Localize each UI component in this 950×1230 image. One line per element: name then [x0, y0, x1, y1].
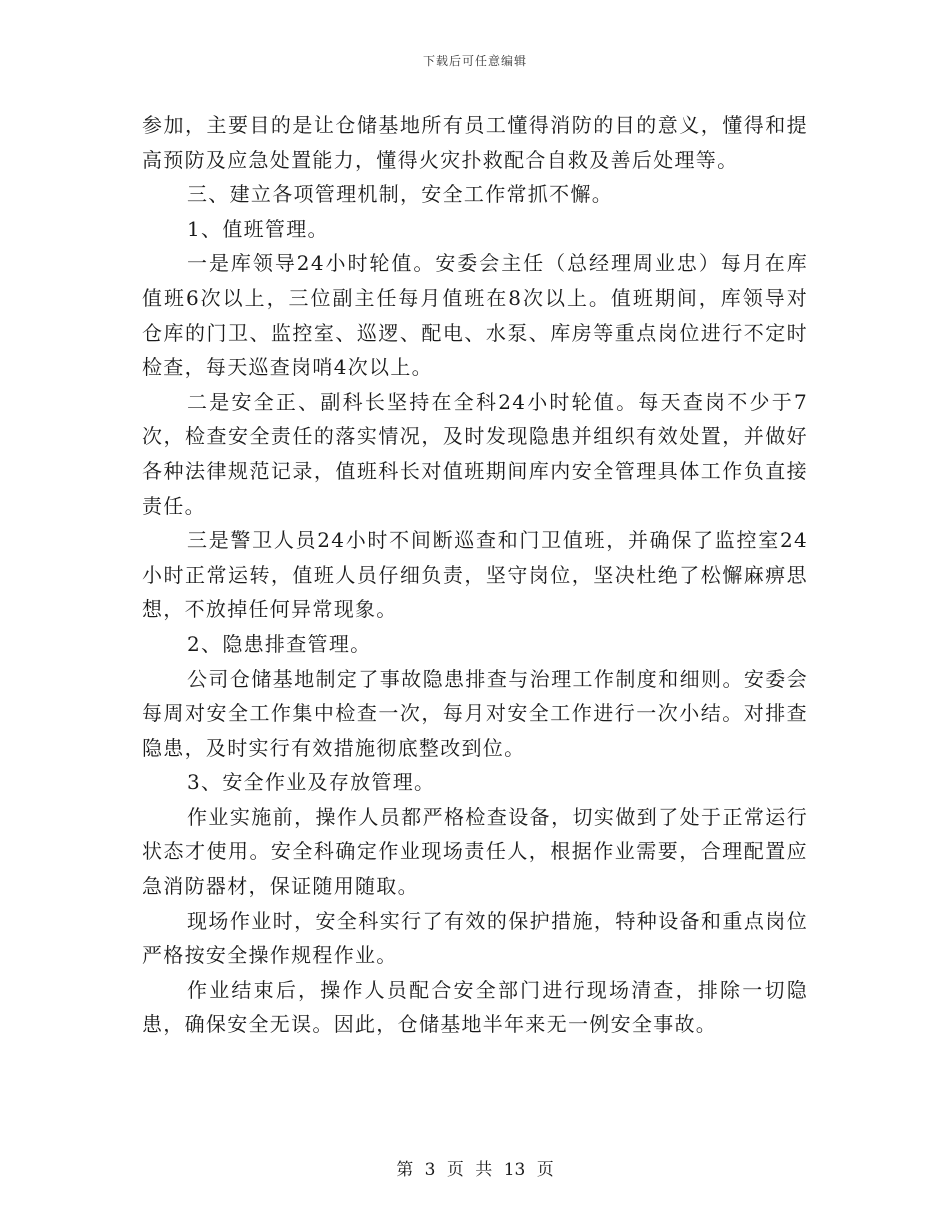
- subsection-heading: 2、隐患排查管理。: [187, 631, 372, 656]
- page-number: 第 3 页 共 13 页: [396, 1160, 554, 1180]
- paragraph: 参加，主要目的是让仓储基地所有员工懂得消防的目的意义，懂得和提高预防及应急处置能力，懂得火灾扑救配合自救及善后处理等。: [142, 113, 808, 172]
- subsection-heading: 3、安全作业及存放管理。: [187, 770, 436, 795]
- document-body: [142, 108, 808, 1042]
- paragraph: 作业结束后，操作人员配合安全部门进行现场清查，排除一切隐患，确保安全无误。因此，仓储基地半年来无一例安全事故。: [142, 977, 808, 1037]
- paragraph: 二是安全正、副科长坚持在全科24小时轮值。每天查岗不少于7次，检查安全责任的落实情况，及时发现隐患并组织有效处置，并做好各种法律规范记录，值班科长对值班期间库内安全管理具体工作负直接责任。: [142, 389, 808, 518]
- header-note: 下载后可任意编辑: [422, 54, 527, 68]
- paragraph: 作业实施前，操作人员都严格检查设备，切实做到了处于正常运行状态才使用。安全科确定作业现场责任人，根据作业需要，合理配置应急消防器材，保证随用随取。: [142, 804, 808, 899]
- paragraph: 现场作业时，安全科实行了有效的保护措施，特种设备和重点岗位严格按安全操作规程作业。: [142, 908, 808, 968]
- subsection-heading: 1、值班管理。: [187, 216, 329, 241]
- paragraph: 三是警卫人员24小时不间断巡查和门卫值班，并确保了监控室24小时正常运转，值班人员仔细负责，坚守岗位，坚决杜绝了松懈麻痹思想，不放掉任何异常现象。: [142, 528, 808, 622]
- paragraph: 一是库领导24小时轮值。安委会主任（总经理周业忠）每月在库值班6次以上，三位副主任每月值班在8次以上。值班期间，库领导对仓库的门卫、监控室、巡逻、配电、水泵、库房等重点岗位进行不定时检查，每天巡查岗哨4次以上。: [142, 251, 808, 380]
- section-heading: 三、建立各项管理机制，安全工作常抓不懈。: [187, 182, 613, 207]
- paragraph: 公司仓储基地制定了事故隐患排查与治理工作制度和细则。安委会每周对安全工作集中检查一次，每月对安全工作进行一次小结。对排查隐患，及时实行有效措施彻底整改到位。: [142, 666, 808, 760]
